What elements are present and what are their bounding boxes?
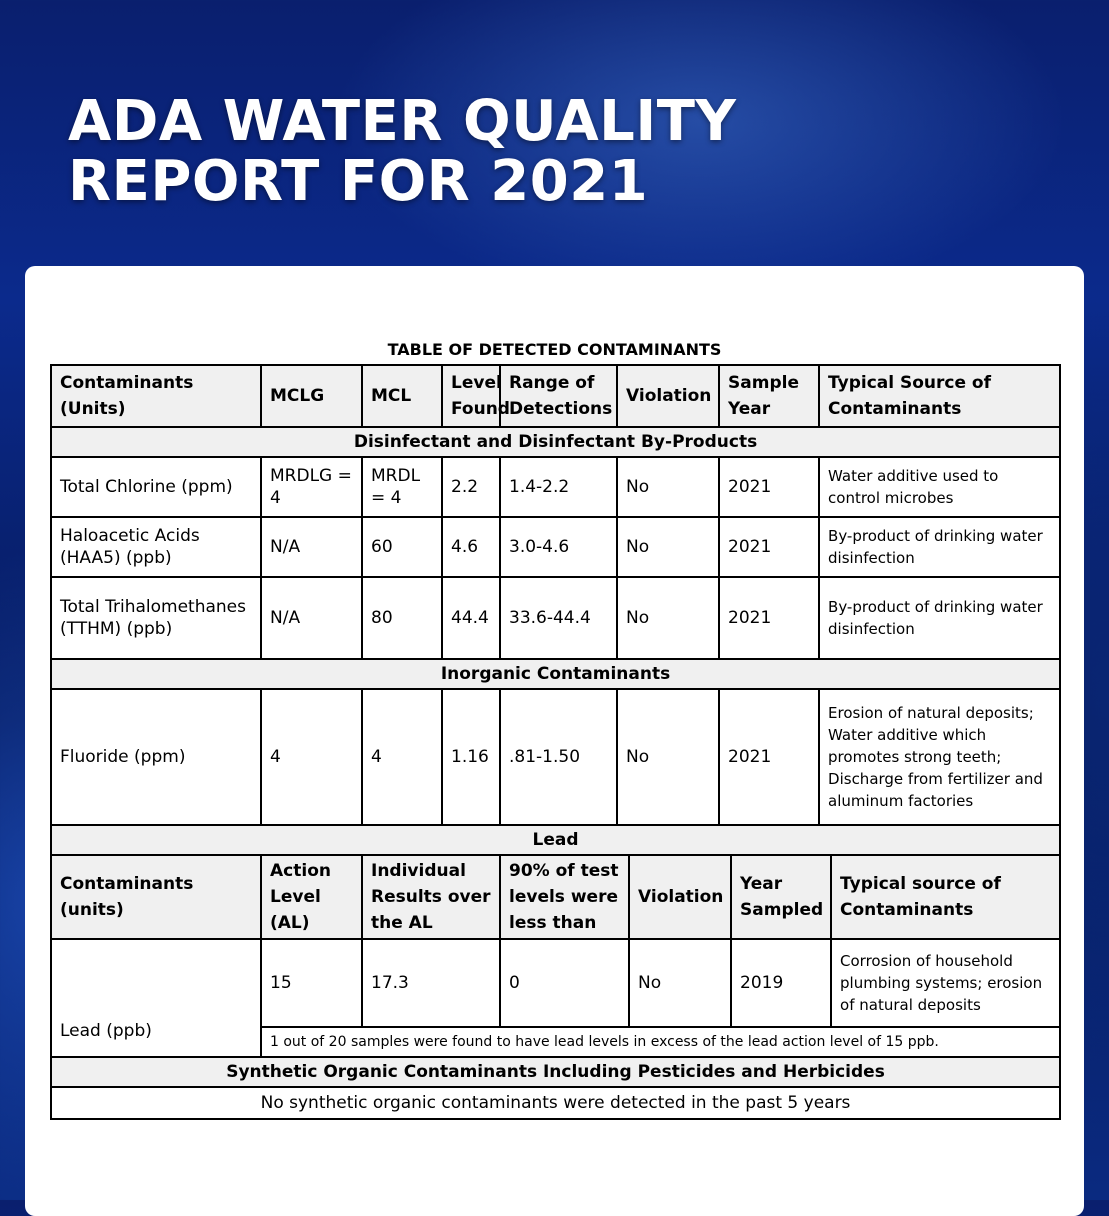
header-contaminants: Contaminants (Units)	[51, 365, 261, 427]
section-synthetic: Synthetic Organic Contaminants Including Pesticides and Herbicides	[51, 1057, 1060, 1087]
cell-mcl: 4	[362, 689, 442, 825]
contaminants-table	[50, 364, 1061, 1120]
cell-level: 2.2	[442, 457, 500, 517]
cell-violation: No	[629, 939, 731, 1027]
cell-violation: No	[617, 689, 719, 825]
cell-mclg: N/A	[261, 517, 362, 577]
table-row	[51, 577, 1060, 659]
cell-name: Lead (ppb)	[51, 939, 261, 1057]
lead-header-percentile: 90% of test levels were less than	[500, 855, 629, 939]
header-range: Range of Detections	[500, 365, 617, 427]
cell-violation: No	[617, 457, 719, 517]
cell-mclg: MRDLG = 4	[261, 457, 362, 517]
cell-year: 2021	[719, 577, 819, 659]
cell-source: By-product of drinking water disinfection	[819, 577, 1060, 659]
lead-header-violation: Violation	[629, 855, 731, 939]
cell-range: 1.4-2.2	[500, 457, 617, 517]
cell-individual: 17.3	[362, 939, 500, 1027]
header-mclg: MCLG	[261, 365, 362, 427]
cell-mclg: 4	[261, 689, 362, 825]
lead-note: 1 out of 20 samples were found to have lead levels in excess of the lead action level of 15 ppb.	[261, 1027, 1060, 1057]
cell-violation: No	[617, 577, 719, 659]
cell-action-level: 15	[261, 939, 362, 1027]
lead-header-action-level: Action Level (AL)	[261, 855, 362, 939]
cell-level: 44.4	[442, 577, 500, 659]
cell-name: Total Trihalomethanes (TTHM) (ppb)	[51, 577, 261, 659]
synthetic-note-row	[51, 1087, 1060, 1119]
synthetic-note: No synthetic organic contaminants were detected in the past 5 years	[51, 1087, 1060, 1119]
header-violation: Violation	[617, 365, 719, 427]
lead-header-contaminants: Contaminants (units)	[51, 855, 261, 939]
cell-mcl: 80	[362, 577, 442, 659]
section-inorganic: Inorganic Contaminants	[51, 659, 1060, 689]
cell-name: Total Chlorine (ppm)	[51, 457, 261, 517]
cell-range: 3.0-4.6	[500, 517, 617, 577]
table-row	[51, 517, 1060, 577]
section-row	[51, 427, 1060, 457]
lead-header-individual: Individual Results over the AL	[362, 855, 500, 939]
cell-name: Haloacetic Acids (HAA5) (ppb)	[51, 517, 261, 577]
cell-mcl: MRDL = 4	[362, 457, 442, 517]
cell-mcl: 60	[362, 517, 442, 577]
cell-source: Corrosion of household plumbing systems; erosion of natural deposits	[831, 939, 1060, 1027]
cell-level: 1.16	[442, 689, 500, 825]
cell-name: Fluoride (ppm)	[51, 689, 261, 825]
section-row	[51, 825, 1060, 855]
cell-range: .81-1.50	[500, 689, 617, 825]
section-row	[51, 659, 1060, 689]
cell-mclg: N/A	[261, 577, 362, 659]
lead-header-year: Year Sampled	[731, 855, 831, 939]
table-row	[51, 457, 1060, 517]
cell-level: 4.6	[442, 517, 500, 577]
cell-year: 2021	[719, 689, 819, 825]
cell-source: Water additive used to control microbes	[819, 457, 1060, 517]
page-title	[68, 89, 737, 214]
cell-violation: No	[617, 517, 719, 577]
section-disinfectant: Disinfectant and Disinfectant By-Products	[51, 427, 1060, 457]
cell-range: 33.6-44.4	[500, 577, 617, 659]
table-row	[51, 939, 1060, 1027]
cell-source: By-product of drinking water disinfection	[819, 517, 1060, 577]
cell-year: 2019	[731, 939, 831, 1027]
section-lead: Lead	[51, 825, 1060, 855]
lead-header-row	[51, 855, 1060, 939]
header-source: Typical Source of Contaminants	[819, 365, 1060, 427]
section-row	[51, 1057, 1060, 1087]
cell-source: Erosion of natural deposits; Water additive which promotes strong teeth; Discharge from fertilizer and aluminum factories	[819, 689, 1060, 825]
page-title-line2: REPORT FOR 2021	[68, 149, 649, 214]
cell-percentile: 0	[500, 939, 629, 1027]
header-mcl: MCL	[362, 365, 442, 427]
header-sample-year: Sample Year	[719, 365, 819, 427]
lead-header-source: Typical source of Contaminants	[831, 855, 1060, 939]
table-header-row	[51, 365, 1060, 427]
cell-year: 2021	[719, 517, 819, 577]
table-caption: TABLE OF DETECTED CONTAMINANTS	[387, 340, 722, 359]
header-level-found: Level Found	[442, 365, 500, 427]
page-title-line1: ADA WATER QUALITY	[68, 89, 737, 154]
cell-year: 2021	[719, 457, 819, 517]
table-row	[51, 689, 1060, 825]
